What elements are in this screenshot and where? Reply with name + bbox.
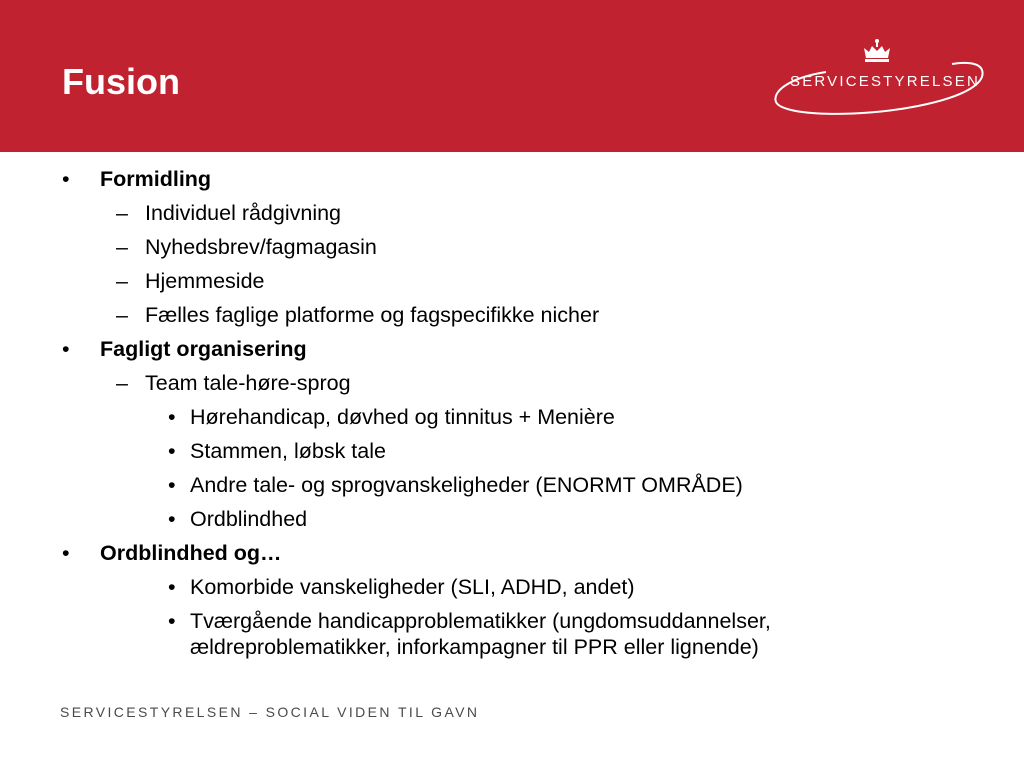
bullet-marker: • bbox=[168, 575, 176, 599]
footer-tagline: SERVICESTYRELSEN – SOCIAL VIDEN TIL GAVN bbox=[60, 704, 480, 720]
bullet-text: Andre tale- og sprogvanskeligheder (ENORMT OMRÅDE) bbox=[190, 473, 743, 497]
bullet-text: Tværgående handicapproblematikker (ungdomsuddannelser, ældreproblematikker, inforkampagner til PPR eller lignende) bbox=[190, 609, 771, 659]
bullet-marker: • bbox=[168, 609, 176, 633]
bullet-text: Ordblindhed bbox=[190, 507, 308, 531]
bullet-text: Ordblindhed og… bbox=[100, 541, 282, 565]
bullet-text: Fagligt organisering bbox=[100, 337, 307, 361]
bullet-marker: – bbox=[116, 303, 128, 327]
bullet-marker: – bbox=[116, 371, 128, 395]
bullet-text: Komorbide vanskeligheder (SLI, ADHD, andet) bbox=[190, 575, 635, 599]
bullet-text: Fælles faglige platforme og fagspecifikke nicher bbox=[145, 303, 600, 327]
bullet-marker: • bbox=[62, 541, 70, 565]
logo-text: SERVICESTYRELSEN bbox=[790, 73, 980, 90]
bullet-text: Hjemmeside bbox=[145, 269, 265, 293]
bullet-marker: • bbox=[168, 405, 176, 429]
bullet-marker: • bbox=[168, 473, 176, 497]
slide-title: Fusion bbox=[62, 61, 180, 102]
bullet-marker: • bbox=[62, 167, 70, 191]
bullet-marker: – bbox=[116, 201, 128, 225]
bullet-text: Nyhedsbrev/fagmagasin bbox=[145, 235, 377, 259]
bullet-text: Hørehandicap, døvhed og tinnitus + Menière bbox=[190, 405, 615, 429]
bullet-marker: – bbox=[116, 269, 128, 293]
bullet-marker: • bbox=[168, 439, 176, 463]
bullet-marker: • bbox=[168, 507, 176, 531]
bullet-marker: – bbox=[116, 235, 128, 259]
bullet-text: Stammen, løbsk tale bbox=[190, 439, 386, 463]
bullet-text: Formidling bbox=[100, 167, 212, 191]
bullet-text: Team tale-høre-sprog bbox=[145, 371, 351, 395]
bullet-text: Individuel rådgivning bbox=[145, 201, 342, 225]
bullet-marker: • bbox=[62, 337, 70, 361]
